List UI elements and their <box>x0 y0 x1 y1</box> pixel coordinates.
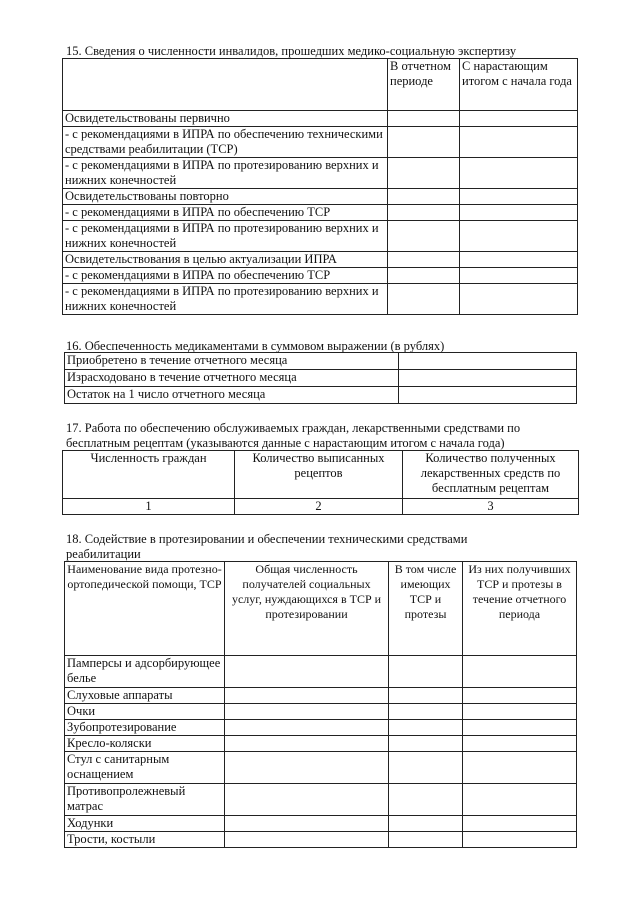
row-label: Освидетельствования в целью актуализации ИПРА <box>63 252 388 268</box>
col-medicines-header: Количество полученных лекарственных средств по бесплатным рецептам <box>403 451 579 499</box>
row-label: Слуховые аппараты <box>65 688 225 704</box>
section-17-table <box>62 450 579 515</box>
section-15-title: 15. Сведения о численности инвалидов, прошедших медико-социальную экспертизу <box>66 44 517 58</box>
row-label: Остаток на 1 число отчетного месяца <box>65 387 399 404</box>
input-cell[interactable] <box>399 387 577 404</box>
input-cell[interactable] <box>389 784 463 816</box>
row-label: - с рекомендациями в ИПРА по обеспечению ТСР <box>63 268 388 284</box>
col-received-tsr-header: Из них получивших ТСР и протезы в течение отчетного периода <box>463 562 577 656</box>
input-cell[interactable] <box>463 832 577 848</box>
row-label: - с рекомендациями в ИПРА по протезированию верхних и нижних конечностей <box>63 221 388 252</box>
row-label: - с рекомендациями в ИПРА по обеспечению ТСР <box>63 205 388 221</box>
row-label: - с рекомендациями в ИПРА по протезированию верхних и нижних конечностей <box>63 284 388 315</box>
column-number[interactable]: 3 <box>403 499 579 515</box>
column-number[interactable]: 2 <box>235 499 403 515</box>
input-cell[interactable] <box>388 221 460 252</box>
input-cell[interactable] <box>388 158 460 189</box>
input-cell[interactable] <box>389 752 463 784</box>
input-cell[interactable] <box>463 736 577 752</box>
input-cell[interactable] <box>389 704 463 720</box>
input-cell[interactable] <box>388 127 460 158</box>
input-cell[interactable] <box>388 252 460 268</box>
row-label: - с рекомендациями в ИПРА по обеспечению техническими средствами реабилитации (ТСР) <box>63 127 388 158</box>
column-number[interactable]: 1 <box>63 499 235 515</box>
section-18-title-line1: 18. Содействие в протезировании и обеспечении техническими средствами <box>66 532 468 546</box>
header-empty-cell <box>63 59 388 111</box>
input-cell[interactable] <box>463 688 577 704</box>
input-cell[interactable] <box>389 720 463 736</box>
input-cell[interactable] <box>388 205 460 221</box>
input-cell[interactable] <box>463 656 577 688</box>
input-cell[interactable] <box>389 816 463 832</box>
input-cell[interactable] <box>460 268 578 284</box>
row-label: Очки <box>65 704 225 720</box>
row-label: Ходунки <box>65 816 225 832</box>
input-cell[interactable] <box>389 656 463 688</box>
section-16-table <box>64 352 577 404</box>
row-label: Стул с санитарным оснащением <box>65 752 225 784</box>
input-cell[interactable] <box>460 127 578 158</box>
input-cell[interactable] <box>463 720 577 736</box>
section-17-title-line1: 17. Работа по обеспечению обслуживаемых граждан, лекарственными средствами по <box>66 421 521 435</box>
input-cell[interactable] <box>460 111 578 127</box>
row-label: - с рекомендациями в ИПРА по протезированию верхних и нижних конечностей <box>63 158 388 189</box>
input-cell[interactable] <box>460 252 578 268</box>
row-label: Освидетельствованы повторно <box>63 189 388 205</box>
col-total-recipients-header: Общая численность получателей социальных услуг, нуждающихся в ТСР и протезировании <box>225 562 389 656</box>
input-cell[interactable] <box>399 353 577 370</box>
input-cell[interactable] <box>225 784 389 816</box>
input-cell[interactable] <box>463 704 577 720</box>
input-cell[interactable] <box>388 284 460 315</box>
row-label: Трости, костыли <box>65 832 225 848</box>
input-cell[interactable] <box>389 736 463 752</box>
input-cell[interactable] <box>460 158 578 189</box>
row-label: Кресло-коляски <box>65 736 225 752</box>
input-cell[interactable] <box>389 832 463 848</box>
input-cell[interactable] <box>225 656 389 688</box>
input-cell[interactable] <box>225 752 389 784</box>
input-cell[interactable] <box>225 736 389 752</box>
row-label: Израсходовано в течение отчетного месяца <box>65 370 399 387</box>
col-period-header: В отчетном периоде <box>388 59 460 111</box>
input-cell[interactable] <box>399 370 577 387</box>
section-18-title-line2: реабилитации <box>66 547 141 561</box>
input-cell[interactable] <box>460 284 578 315</box>
input-cell[interactable] <box>460 189 578 205</box>
input-cell[interactable] <box>225 704 389 720</box>
col-prescriptions-header: Количество выписанных рецептов <box>235 451 403 499</box>
input-cell[interactable] <box>388 189 460 205</box>
section-16-title: 16. Обеспеченность медикаментами в суммовом выражении (в рублях) <box>66 339 445 353</box>
input-cell[interactable] <box>388 268 460 284</box>
input-cell[interactable] <box>225 720 389 736</box>
col-aid-type-header: Наименование вида протезно-ортопедической помощи, ТСР <box>65 562 225 656</box>
col-citizens-header: Численность граждан <box>63 451 235 499</box>
col-having-tsr-header: В том числе имеющих ТСР и протезы <box>389 562 463 656</box>
input-cell[interactable] <box>463 784 577 816</box>
input-cell[interactable] <box>225 688 389 704</box>
section-18-table <box>64 561 577 848</box>
row-label: Зубопротезирование <box>65 720 225 736</box>
input-cell[interactable] <box>389 688 463 704</box>
section-15-table <box>62 58 578 315</box>
row-label: Памперсы и адсорбирующее белье <box>65 656 225 688</box>
section-17-title-line2: бесплатным рецептам (указываются данные с нарастающим итогом с начала года) <box>66 436 505 450</box>
input-cell[interactable] <box>460 221 578 252</box>
input-cell[interactable] <box>460 205 578 221</box>
row-label: Приобретено в течение отчетного месяца <box>65 353 399 370</box>
input-cell[interactable] <box>225 832 389 848</box>
input-cell[interactable] <box>463 752 577 784</box>
col-cumulative-header: С нарастающим итогом с начала года <box>460 59 578 111</box>
row-label: Противопролежневый матрас <box>65 784 225 816</box>
row-label: Освидетельствованы первично <box>63 111 388 127</box>
input-cell[interactable] <box>225 816 389 832</box>
input-cell[interactable] <box>463 816 577 832</box>
input-cell[interactable] <box>388 111 460 127</box>
